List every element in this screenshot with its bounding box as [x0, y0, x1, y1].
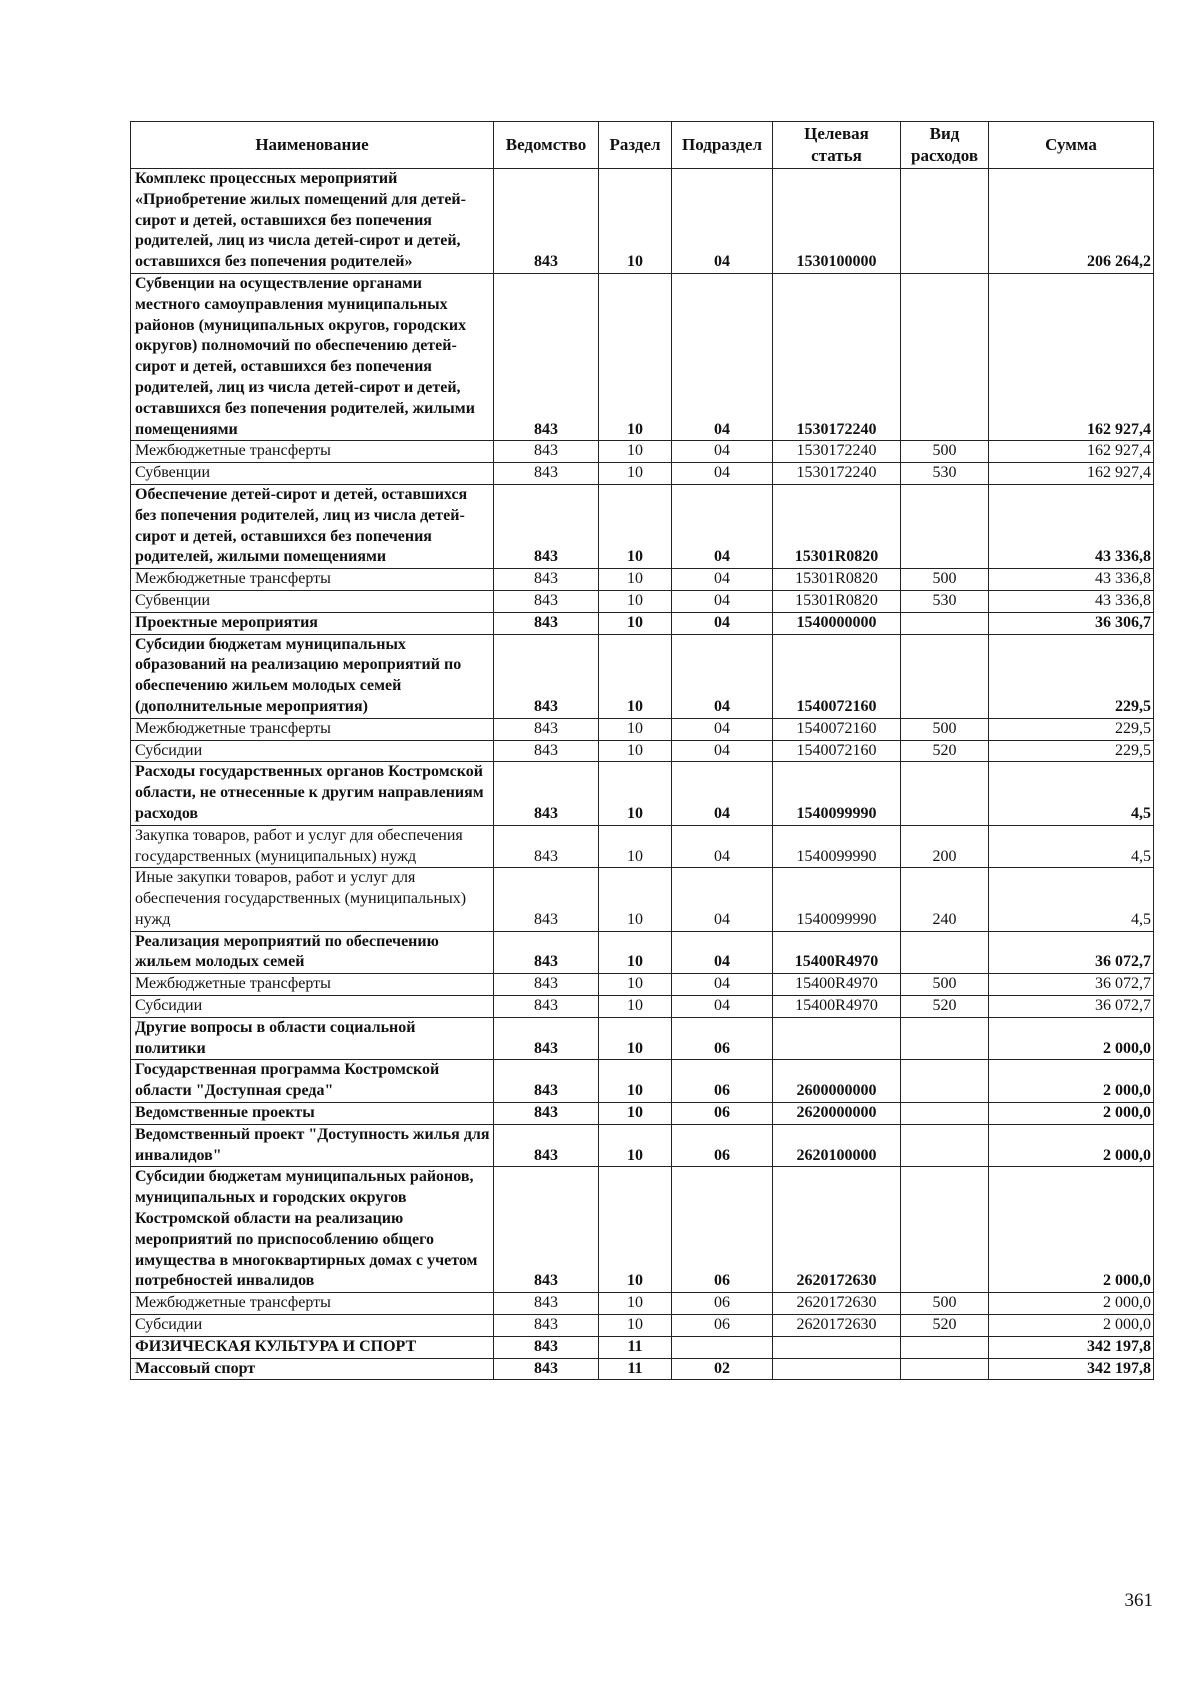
cell-amount: 2 000,0 [989, 1017, 1154, 1060]
cell-department: 843 [494, 484, 599, 568]
cell-amount: 229,5 [989, 740, 1154, 762]
cell-amount: 4,5 [989, 868, 1154, 931]
table-row [131, 740, 1154, 762]
cell-subsection: 02 [672, 1358, 773, 1380]
cell-target-article: 15400R4970 [773, 931, 901, 974]
table-row [131, 612, 1154, 634]
cell-subsection: 04 [672, 169, 773, 274]
header-subsection: Подраздел [672, 122, 773, 169]
cell-amount: 43 336,8 [989, 569, 1154, 591]
table-row [131, 931, 1154, 974]
cell-expense-type: 500 [901, 441, 989, 463]
cell-subsection: 04 [672, 931, 773, 974]
cell-target-article: 1540072160 [773, 634, 901, 718]
table-row [131, 868, 1154, 931]
cell-expense-type: 530 [901, 463, 989, 485]
cell-amount: 2 000,0 [989, 1124, 1154, 1167]
cell-target-article: 15301R0820 [773, 569, 901, 591]
cell-name: Иные закупки товаров, работ и услуг для обеспечения государственных (муниципальных) нужд [131, 868, 494, 931]
cell-section: 11 [599, 1336, 672, 1358]
table-row [131, 590, 1154, 612]
cell-expense-type [901, 1017, 989, 1060]
cell-section: 10 [599, 1017, 672, 1060]
cell-name: Межбюджетные трансферты [131, 718, 494, 740]
cell-amount: 43 336,8 [989, 590, 1154, 612]
cell-amount: 229,5 [989, 718, 1154, 740]
cell-name: Расходы государственных органов Костромской области, не отнесенные к другим направлениям расходов [131, 762, 494, 825]
cell-section: 10 [599, 1315, 672, 1337]
cell-department: 843 [494, 718, 599, 740]
table-row [131, 1124, 1154, 1167]
cell-name: Субсидии [131, 740, 494, 762]
cell-subsection: 04 [672, 825, 773, 868]
cell-amount: 43 336,8 [989, 484, 1154, 568]
header-name: Наименование [131, 122, 494, 169]
cell-department: 843 [494, 169, 599, 274]
table-row [131, 273, 1154, 440]
header-type-line2: расходов [911, 146, 978, 165]
cell-amount: 2 000,0 [989, 1315, 1154, 1337]
cell-department: 843 [494, 1017, 599, 1060]
cell-expense-type: 530 [901, 590, 989, 612]
cell-target-article: 15301R0820 [773, 590, 901, 612]
table-row [131, 1358, 1154, 1380]
cell-section: 10 [599, 273, 672, 440]
cell-amount: 162 927,4 [989, 273, 1154, 440]
cell-target-article: 1540000000 [773, 612, 901, 634]
cell-target-article: 1540072160 [773, 718, 901, 740]
cell-name: Другие вопросы в области социальной политики [131, 1017, 494, 1060]
cell-expense-type: 500 [901, 569, 989, 591]
header-target-article [773, 122, 901, 169]
cell-amount: 342 197,8 [989, 1336, 1154, 1358]
cell-amount: 4,5 [989, 762, 1154, 825]
cell-section: 10 [599, 569, 672, 591]
cell-amount: 162 927,4 [989, 441, 1154, 463]
cell-department: 843 [494, 740, 599, 762]
cell-target-article [773, 1358, 901, 1380]
cell-department: 843 [494, 1060, 599, 1103]
cell-expense-type [901, 762, 989, 825]
header-amount: Сумма [989, 122, 1154, 169]
cell-target-article: 1540072160 [773, 740, 901, 762]
cell-section: 10 [599, 718, 672, 740]
cell-target-article [773, 1017, 901, 1060]
cell-target-article: 2620172630 [773, 1293, 901, 1315]
cell-name: Ведомственные проекты [131, 1103, 494, 1125]
cell-name: Субсидии [131, 1315, 494, 1337]
cell-subsection: 04 [672, 974, 773, 996]
cell-section: 10 [599, 484, 672, 568]
cell-department: 843 [494, 612, 599, 634]
cell-name: Субсидии [131, 996, 494, 1018]
table-row [131, 169, 1154, 274]
cell-name: Закупка товаров, работ и услуг для обеспечения государственных (муниципальных) нужд [131, 825, 494, 868]
cell-department: 843 [494, 868, 599, 931]
cell-name: Субвенции на осуществление органами местного самоуправления муниципальных районов (муниципальных округов, городских округов) полномочий по обеспечению детей-сирот и детей, оставшихся без попечения родителей, лиц из числа детей-сирот и детей, оставшихся без попечения родителей, жилыми помещениями [131, 273, 494, 440]
cell-subsection: 04 [672, 273, 773, 440]
cell-target-article: 1530172240 [773, 463, 901, 485]
cell-section: 10 [599, 762, 672, 825]
cell-subsection: 04 [672, 762, 773, 825]
cell-amount: 36 072,7 [989, 974, 1154, 996]
cell-section: 10 [599, 996, 672, 1018]
table-row [131, 1336, 1154, 1358]
cell-subsection: 06 [672, 1293, 773, 1315]
cell-expense-type [901, 1060, 989, 1103]
cell-department: 843 [494, 1336, 599, 1358]
table-row [131, 974, 1154, 996]
cell-name: Реализация мероприятий по обеспечению жильем молодых семей [131, 931, 494, 974]
cell-expense-type [901, 273, 989, 440]
cell-subsection: 06 [672, 1124, 773, 1167]
cell-amount: 36 306,7 [989, 612, 1154, 634]
cell-subsection: 04 [672, 612, 773, 634]
cell-expense-type: 200 [901, 825, 989, 868]
cell-name: Ведомственный проект "Доступность жилья для инвалидов" [131, 1124, 494, 1167]
cell-amount: 36 072,7 [989, 931, 1154, 974]
cell-expense-type: 520 [901, 740, 989, 762]
cell-department: 843 [494, 1167, 599, 1293]
cell-department: 843 [494, 569, 599, 591]
cell-target-article: 1530100000 [773, 169, 901, 274]
table-row [131, 1017, 1154, 1060]
cell-section: 10 [599, 974, 672, 996]
cell-department: 843 [494, 273, 599, 440]
header-section: Раздел [599, 122, 672, 169]
budget-table [130, 121, 1154, 1380]
cell-amount: 36 072,7 [989, 996, 1154, 1018]
cell-name: Межбюджетные трансферты [131, 441, 494, 463]
cell-section: 10 [599, 868, 672, 931]
cell-target-article: 2620172630 [773, 1315, 901, 1337]
cell-expense-type [901, 612, 989, 634]
cell-department: 843 [494, 1103, 599, 1125]
cell-department: 843 [494, 1293, 599, 1315]
cell-section: 10 [599, 169, 672, 274]
cell-expense-type [901, 634, 989, 718]
cell-name: Государственная программа Костромской области "Доступная среда" [131, 1060, 494, 1103]
cell-expense-type [901, 1103, 989, 1125]
cell-expense-type: 520 [901, 996, 989, 1018]
table-row [131, 1103, 1154, 1125]
cell-subsection: 04 [672, 441, 773, 463]
cell-department: 843 [494, 1315, 599, 1337]
cell-name: ФИЗИЧЕСКАЯ КУЛЬТУРА И СПОРТ [131, 1336, 494, 1358]
cell-subsection: 04 [672, 569, 773, 591]
cell-target-article: 15301R0820 [773, 484, 901, 568]
cell-name: Межбюджетные трансферты [131, 974, 494, 996]
cell-name: Массовый спорт [131, 1358, 494, 1380]
cell-target-article: 1530172240 [773, 441, 901, 463]
cell-department: 843 [494, 996, 599, 1018]
cell-section: 10 [599, 612, 672, 634]
cell-target-article: 15400R4970 [773, 996, 901, 1018]
cell-amount: 206 264,2 [989, 169, 1154, 274]
cell-department: 843 [494, 590, 599, 612]
cell-section: 10 [599, 441, 672, 463]
cell-name: Обеспечение детей-сирот и детей, оставшихся без попечения родителей, лиц из числа детей-сирот и детей, оставшихся без попечения родителей, жилыми помещениями [131, 484, 494, 568]
cell-target-article: 2620172630 [773, 1167, 901, 1293]
cell-target-article: 1540099990 [773, 825, 901, 868]
page-number: 361 [1124, 1590, 1153, 1611]
cell-target-article: 2620100000 [773, 1124, 901, 1167]
header-type-line1: Вид [929, 124, 960, 143]
cell-amount: 342 197,8 [989, 1358, 1154, 1380]
cell-amount: 162 927,4 [989, 463, 1154, 485]
cell-department: 843 [494, 441, 599, 463]
cell-expense-type [901, 1124, 989, 1167]
cell-section: 10 [599, 463, 672, 485]
table-row [131, 441, 1154, 463]
cell-subsection: 04 [672, 868, 773, 931]
table-row [131, 1293, 1154, 1315]
cell-name: Комплекс процессных мероприятий «Приобретение жилых помещений для детей-сирот и детей, оставшихся без попечения родителей, лиц из числа детей-сирот и детей, оставшихся без попечения родителей» [131, 169, 494, 274]
cell-expense-type [901, 1336, 989, 1358]
cell-section: 10 [599, 931, 672, 974]
cell-subsection [672, 1336, 773, 1358]
cell-subsection: 04 [672, 996, 773, 1018]
cell-subsection: 04 [672, 718, 773, 740]
cell-expense-type [901, 931, 989, 974]
cell-section: 11 [599, 1358, 672, 1380]
table-row [131, 762, 1154, 825]
cell-section: 10 [599, 1060, 672, 1103]
cell-department: 843 [494, 1358, 599, 1380]
header-expense-type [901, 122, 989, 169]
table-body [131, 169, 1154, 1380]
cell-section: 10 [599, 1124, 672, 1167]
table-row [131, 634, 1154, 718]
cell-department: 843 [494, 974, 599, 996]
table-row [131, 569, 1154, 591]
cell-department: 843 [494, 825, 599, 868]
cell-subsection: 06 [672, 1060, 773, 1103]
cell-section: 10 [599, 1167, 672, 1293]
cell-target-article: 2620000000 [773, 1103, 901, 1125]
table-row [131, 1060, 1154, 1103]
cell-subsection: 04 [672, 463, 773, 485]
table-row [131, 463, 1154, 485]
cell-subsection: 04 [672, 590, 773, 612]
cell-name: Субсидии бюджетам муниципальных районов, муниципальных и городских округов Костромской области на реализацию мероприятий по приспособлению общего имущества в многоквартирных домах с учетом потребностей инвалидов [131, 1167, 494, 1293]
cell-amount: 2 000,0 [989, 1293, 1154, 1315]
cell-section: 10 [599, 634, 672, 718]
cell-name: Межбюджетные трансферты [131, 1293, 494, 1315]
cell-target-article: 2600000000 [773, 1060, 901, 1103]
table-row [131, 996, 1154, 1018]
cell-target-article [773, 1336, 901, 1358]
cell-name: Субвенции [131, 590, 494, 612]
header-target-line2: статья [811, 146, 862, 165]
cell-section: 10 [599, 1103, 672, 1125]
cell-subsection: 04 [672, 484, 773, 568]
cell-department: 843 [494, 463, 599, 485]
cell-expense-type [901, 169, 989, 274]
cell-amount: 2 000,0 [989, 1103, 1154, 1125]
cell-amount: 4,5 [989, 825, 1154, 868]
cell-expense-type [901, 484, 989, 568]
header-department: Ведомство [494, 122, 599, 169]
cell-expense-type: 500 [901, 1293, 989, 1315]
table-row [131, 718, 1154, 740]
cell-target-article: 15400R4970 [773, 974, 901, 996]
cell-name: Межбюджетные трансферты [131, 569, 494, 591]
cell-name: Субвенции [131, 463, 494, 485]
cell-name: Проектные мероприятия [131, 612, 494, 634]
cell-expense-type [901, 1167, 989, 1293]
cell-subsection: 04 [672, 740, 773, 762]
table-row [131, 484, 1154, 568]
cell-department: 843 [494, 1124, 599, 1167]
cell-subsection: 04 [672, 634, 773, 718]
cell-amount: 2 000,0 [989, 1060, 1154, 1103]
cell-amount: 229,5 [989, 634, 1154, 718]
cell-amount: 2 000,0 [989, 1167, 1154, 1293]
cell-section: 10 [599, 1293, 672, 1315]
table-row [131, 825, 1154, 868]
header-row [131, 122, 1154, 169]
cell-subsection: 06 [672, 1103, 773, 1125]
cell-expense-type: 500 [901, 974, 989, 996]
cell-subsection: 06 [672, 1315, 773, 1337]
cell-target-article: 1530172240 [773, 273, 901, 440]
cell-department: 843 [494, 634, 599, 718]
cell-subsection: 06 [672, 1167, 773, 1293]
cell-expense-type [901, 1358, 989, 1380]
cell-subsection: 06 [672, 1017, 773, 1060]
table-row [131, 1167, 1154, 1293]
cell-expense-type: 520 [901, 1315, 989, 1337]
cell-section: 10 [599, 740, 672, 762]
cell-target-article: 1540099990 [773, 762, 901, 825]
cell-section: 10 [599, 590, 672, 612]
cell-expense-type: 240 [901, 868, 989, 931]
cell-expense-type: 500 [901, 718, 989, 740]
header-target-line1: Целевая [804, 124, 869, 143]
cell-name: Субсидии бюджетам муниципальных образований на реализацию мероприятий по обеспечению жильем молодых семей (дополнительные мероприятия) [131, 634, 494, 718]
table-header [131, 122, 1154, 169]
cell-department: 843 [494, 931, 599, 974]
cell-section: 10 [599, 825, 672, 868]
table-row [131, 1315, 1154, 1337]
cell-department: 843 [494, 762, 599, 825]
cell-target-article: 1540099990 [773, 868, 901, 931]
